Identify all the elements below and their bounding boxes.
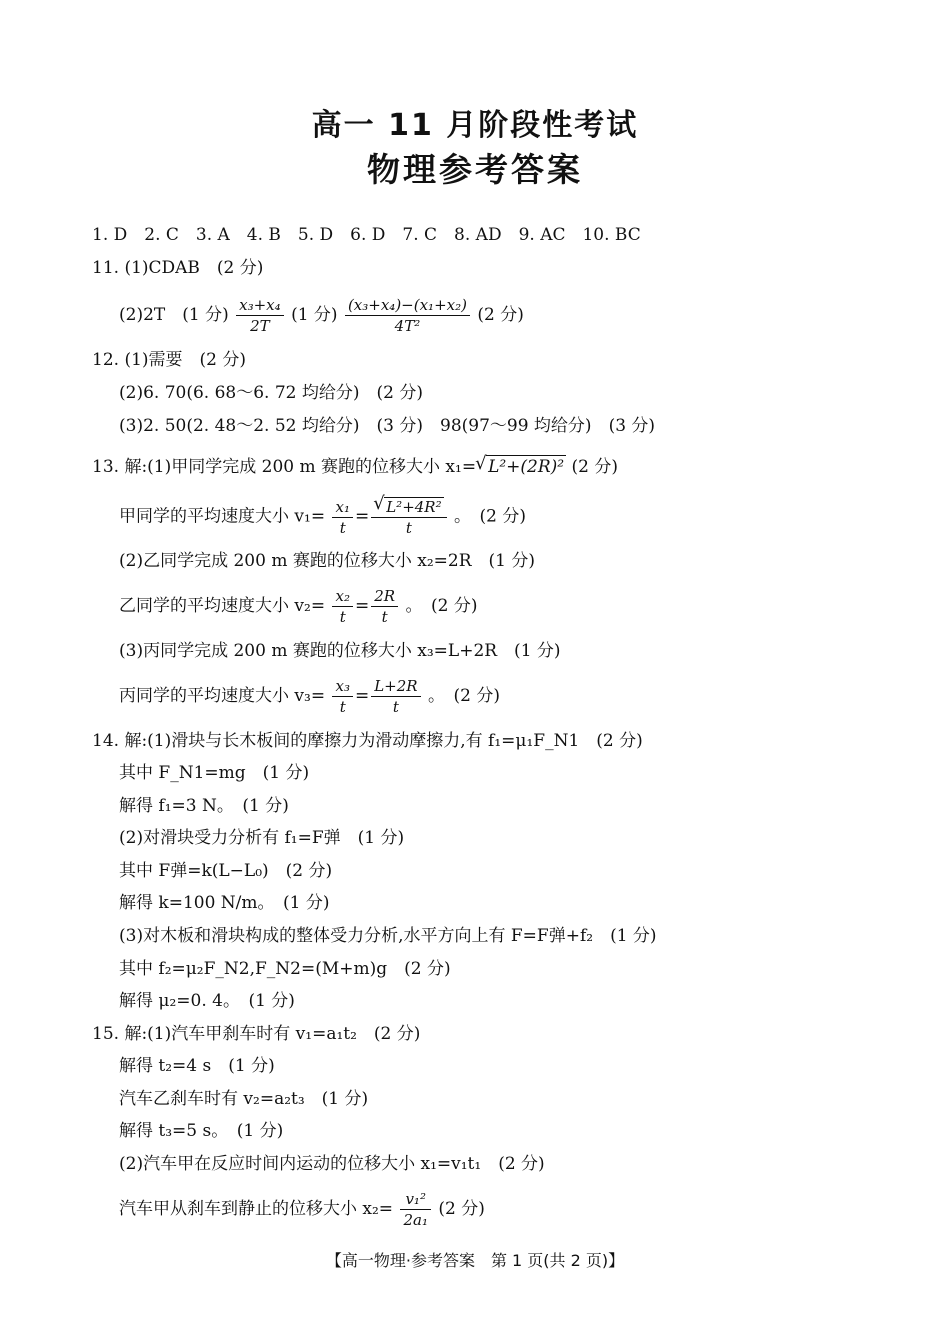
q15-line2: 解得 t₂=4 s (1 分) xyxy=(119,1056,275,1076)
fraction-denominator: t xyxy=(339,698,346,716)
sqrt-expression: √ L²+4R² xyxy=(384,497,443,516)
answer-key-title: 物理参考答案 xyxy=(367,150,583,189)
q13-line2-text: 甲同学的平均速度大小 v₁= xyxy=(119,506,326,527)
fraction xyxy=(400,1190,431,1229)
fraction-denominator: 2a₁ xyxy=(403,1211,428,1229)
q15-line5: (2)汽车甲在反应时间内运动的位移大小 x₁=v₁t₁ (2 分) xyxy=(119,1154,545,1174)
fraction-denominator: t xyxy=(392,698,399,716)
q12-part3: (3)2. 50(2. 48～2. 52 均给分) (3 分) 98(97～99 均给分) (3 分) xyxy=(119,416,656,436)
fraction xyxy=(371,677,420,716)
fraction-numerator: x₁ xyxy=(332,498,352,518)
q11-fraction-1 xyxy=(236,296,284,335)
q15-line4: 解得 t₃=5 s。 (1 分) xyxy=(119,1121,284,1141)
q13-line3: (2)乙同学完成 200 m 赛跑的位移大小 x₂=2R (1 分) xyxy=(119,551,536,571)
fraction xyxy=(332,498,352,537)
page-footer: 【高一物理·参考答案 第 1 页(共 2 页)】 xyxy=(325,1251,625,1270)
equals-sign: = xyxy=(354,596,370,616)
fraction-denominator: 2T xyxy=(250,317,270,335)
q13-line4-score: 。 (2 分) xyxy=(405,596,478,616)
fraction-sqrt xyxy=(371,497,446,537)
q15-line1: 15. 解:(1)汽车甲刹车时有 v₁=a₁t₂ (2 分) xyxy=(92,1024,421,1044)
q14-line2: 其中 F_N1=mg (1 分) xyxy=(119,763,310,783)
fraction xyxy=(332,677,352,716)
fraction-numerator: L+2R xyxy=(371,677,420,697)
exam-title: 高一 11 月阶段性考试 xyxy=(311,108,639,143)
fraction-numerator: x₃+x₄ xyxy=(236,296,284,316)
q15-line6 xyxy=(119,1190,485,1229)
fraction xyxy=(332,587,352,626)
q14-line1: 14. 解:(1)滑块与长木板间的摩擦力为滑动摩擦力,有 f₁=μ₁F_N1 (2 分) xyxy=(92,731,643,751)
q14-line9: 解得 μ₂=0. 4。 (1 分) xyxy=(119,991,295,1011)
q13-line1-score: (2 分) xyxy=(571,457,619,477)
fraction-numerator: v₁² xyxy=(400,1190,431,1210)
q13-line4-text: 乙同学的平均速度大小 v₂= xyxy=(119,596,326,616)
q12-part2: (2)6. 70(6. 68～6. 72 均给分) (2 分) xyxy=(119,383,423,403)
fraction-numerator: 2R xyxy=(371,587,398,607)
equals-sign: = xyxy=(354,686,370,706)
q11-part1: 11. (1)CDAB (2 分) xyxy=(92,258,264,278)
choice-answers: 1. D 2. C 3. A 4. B 5. D 6. D 7. C 8. AD 9. AC 10. BC xyxy=(92,225,641,245)
q13-line2-score: 。 (2 分) xyxy=(454,506,527,527)
q14-line5: 其中 F弹=k(L−L₀) (2 分) xyxy=(119,861,333,881)
q14-line4: (2)对滑块受力分析有 f₁=F弹 (1 分) xyxy=(119,828,405,848)
equals-sign: = xyxy=(354,506,370,527)
fraction-numerator: x₂ xyxy=(332,587,352,607)
q14-line7: (3)对木板和滑块构成的整体受力分析,水平方向上有 F=F弹+f₂ (1 分) xyxy=(119,926,657,946)
q11-fraction-2 xyxy=(345,296,470,335)
fraction-denominator: 4T² xyxy=(394,317,421,335)
fraction xyxy=(371,587,398,626)
q13-line2 xyxy=(119,497,526,537)
fraction-denominator: t xyxy=(339,608,346,626)
fraction-denominator: t xyxy=(339,518,346,537)
q13-line4 xyxy=(119,587,477,626)
q14-line8: 其中 f₂=μ₂F_N2,F_N2=(M+m)g (2 分) xyxy=(119,959,451,979)
q13-line1 xyxy=(92,455,618,478)
q11-part2-score: (2 分) xyxy=(477,305,524,325)
q15-line3: 汽车乙刹车时有 v₂=a₂t₃ (1 分) xyxy=(119,1089,369,1109)
fraction-denominator: t xyxy=(381,608,388,626)
q12-part1: 12. (1)需要 (2 分) xyxy=(92,350,247,370)
q13-line6-score: 。 (2 分) xyxy=(428,686,500,706)
sqrt-expression: √ L²+(2R)² xyxy=(486,455,566,478)
fraction-numerator: x₃ xyxy=(332,677,352,697)
q13-line5: (3)丙同学完成 200 m 赛跑的位移大小 x₃=L+2R (1 分) xyxy=(119,641,561,661)
q13-line6-text: 丙同学的平均速度大小 v₃= xyxy=(119,686,326,706)
fraction-numerator: (x₃+x₄)−(x₁+x₂) xyxy=(345,296,470,316)
q15-line6-text: 汽车甲从刹车到静止的位移大小 x₂= xyxy=(119,1199,394,1219)
q13-line6 xyxy=(119,677,500,716)
q14-line3: 解得 f₁=3 N。 (1 分) xyxy=(119,796,289,816)
q11-part2-prefix: (2)2T (1 分) xyxy=(119,305,229,325)
fraction-denominator: t xyxy=(405,519,412,537)
q15-line6-score: (2 分) xyxy=(438,1199,485,1219)
q14-line6: 解得 k=100 N/m。 (1 分) xyxy=(119,893,330,913)
q11-part2-mid: (1 分) xyxy=(291,305,338,325)
q13-line1-text: 13. 解:(1)甲同学完成 200 m 赛跑的位移大小 x₁= xyxy=(92,457,477,477)
q11-part2 xyxy=(119,296,524,335)
